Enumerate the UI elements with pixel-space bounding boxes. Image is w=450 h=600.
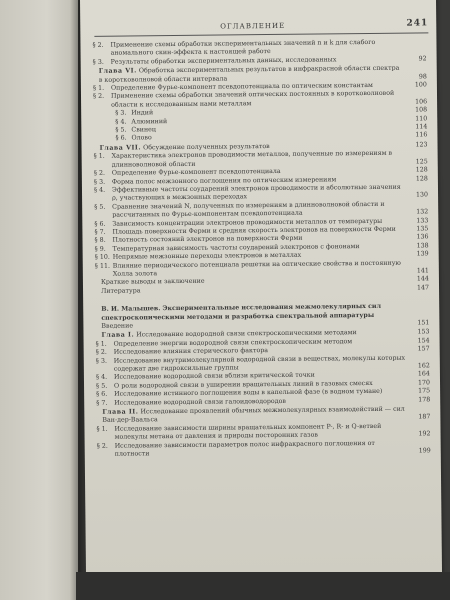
entry-page-number: 98 [418,72,427,81]
entry-page-number: 154 [417,337,430,345]
entry-page-number: 187 [418,413,431,421]
entry-title: Исследование зависимости параметров полос инфракрасного поглощения от плотности [114,439,375,458]
entry-page-number: 138 [416,242,429,250]
section-mark: § 3. [95,357,107,365]
entry-page-number: 92 [418,55,427,63]
author-name: В. И. Малышев. [101,305,161,313]
entry-page-number: 151 [417,319,430,327]
entry-title: Олово [131,134,152,142]
entry-title: Непрямые межзонные переходы электронов в металлах [112,251,302,261]
section-mark: § 2. [95,348,107,357]
entry-title: О роли водородной связи в уширении вращательных линий в газовых смесях [114,379,373,390]
entry-title: Краткие выводы и заключение [100,278,205,287]
section-mark: § 1. [92,84,105,92]
section-mark: § 7. [96,399,108,407]
entry-title: Обсуждение полученных результатов [143,142,270,152]
section-mark: § 1. [93,153,105,161]
section-mark: § 11. [94,262,110,270]
section-mark: § 2. [96,442,108,450]
entry-title: Сравнение значений N, полученных по измерениям в длинноволновой области и рассчитанных по Фурье-компонентам псевдопотенциала [112,200,385,219]
chapter-label: Глава VI. [98,67,137,76]
section-mark: § 4. [93,186,106,194]
section-mark: § 6. [94,220,106,228]
entry-page-number: 170 [417,379,431,387]
entry-page-number: 157 [417,345,430,353]
entry-title: Литература [101,287,141,295]
entry-title: Обработка экспериментальных результатов в инфракрасной области спектра в коротковолновой области интервала [98,64,400,84]
entry-page-number: 128 [415,174,428,182]
section-mark: § 1. [96,425,108,433]
entry-title: Применение схемы обработки экспериментальных значений n и k для слабого аномального скин-эффекта к настоящей работе [110,38,376,58]
entry-title: Свинец [131,126,156,134]
page-number: 241 [406,18,429,29]
entry-title: Исследование внутримолекулярной водородной связи в веществах, молекулы которых содержат две гидроксильные группы [113,354,406,373]
entry-title: Исследование водородной связи спектроскопическими методами [136,329,357,339]
entry-title: Определение Фурье-компонент псевдопотенциала по оптическим константам [110,81,373,92]
entry-title: Экспериментальные исследования межмолекулярных сил спектроскопическими методами и разработка спектральной аппаратуры [101,303,382,322]
entry-title: Исследование водородной связи вблизи критической точки [113,371,315,382]
entry-title: Индий [131,109,154,117]
section-mark: § 4. [95,374,108,382]
entry-page-number: 110 [415,115,428,123]
entry-title: Плотность состояний электронов на поверхности Ферми [112,235,303,245]
section-mark: § 3. [93,178,106,186]
entry-page-number: 100 [414,81,427,89]
entry-title: Исследование проявлений обычных межмолекулярных взаимодействий — сил Ван-дер-Ваальса [102,405,405,425]
section-mark: § 4. [115,118,127,126]
entry-page-number: 125 [415,158,428,166]
section-mark: § 2. [92,93,105,101]
entry-title: Температурная зависимость частоты соударений электронов с фононами [112,242,360,253]
entry-page-number: 135 [416,225,429,233]
entry-page-number: 178 [418,396,431,404]
entry-page-number: 136 [416,233,429,241]
left-page [0,0,78,600]
entry-title: Исследование водородной связи галоидоводородов [114,397,286,407]
entry-title: Результаты обработки экспериментальных данных, исследованных [110,56,337,66]
entry-page-number: 133 [416,216,429,225]
section-mark: § 8. [94,237,106,245]
section-mark: § 5. [94,203,106,211]
entry-title: Алюминий [131,117,168,126]
entry-page-number: 192 [418,430,431,438]
section-mark: § 3. [92,58,104,66]
table-surface [76,572,450,600]
entry-page-number: 139 [416,250,429,258]
entry-title: Эффективные частоты соударений электронов проводимости и абсолютные значения ρ, участвующих в межзонных переходах [111,183,401,202]
entry-page-number: 128 [415,166,428,174]
section-mark: § 3. [115,109,127,117]
entry-page-number: 164 [417,370,430,378]
entry-page-number: 141 [416,267,429,275]
section-mark: § 1. [95,340,107,348]
entry-page-number: 130 [415,191,429,199]
entry-title: Влияние периодического потенциала решетки на оптические свойства и постоянную Холла золота [112,259,401,278]
page-title: ОГЛАВЛЕНИЕ [220,21,286,31]
section-mark: § 10. [94,253,110,262]
section-mark: § 2. [93,169,106,177]
entry-title: Применение схемы обработки значений оптических постоянных в коротковолновой области к исследованным нами металлам [110,90,395,109]
entry-page-number: 199 [418,447,431,455]
section-mark: § 2. [92,41,104,49]
entry-page-number: 108 [415,106,428,114]
section-mark: § 9. [94,245,106,253]
chapter-label: Глава II. [102,408,139,416]
entry-page-number: 162 [417,362,430,370]
entry-page-number: 114 [415,123,428,131]
entry-title: Зависимость концентрации электронов проводимости металлов от температуры [112,217,383,228]
entry-title: Характеристика электронов проводимости металлов, полученные по измерениям в длинноволновой области [111,150,393,169]
entry-title: Определение энергии водородной связи спектроскопическим методом [113,337,353,348]
book-page [80,0,442,578]
section-mark: § 5. [96,382,108,390]
entry-title: Площадь поверхности Ферми и средняя скорость электронов на поверхности Ферми [112,225,396,236]
entry-page-number: 132 [416,208,429,216]
chapter-label: Глава I. [101,331,135,340]
section-mark: § 7. [94,228,106,236]
entry-page-number: 147 [416,284,430,292]
entry-page-number: 175 [418,387,431,395]
chapter-label: Глава VII. [99,144,142,152]
entry-title: Исследование истинного поглощения воды в капельной фазе (в водном тумане) [114,388,383,398]
entry-title: Исследование влияния стерического фактора [113,347,269,356]
entry-page-number: 116 [415,131,428,139]
entry-title: Введение [101,322,134,330]
section-mark: § 6. [115,134,127,143]
section-mark: § 6. [96,390,108,399]
section-mark: § 5. [115,126,127,134]
entry-page-number: 106 [415,98,428,106]
entry-title: Исследование зависимости ширины вращательных компонент P-, R- и Q-ветвей молекулы метана от давления и природы посторонних газов [114,422,382,441]
entry-page-number: 123 [415,141,428,149]
toc-entry [95,439,433,459]
table-of-contents [90,38,432,459]
entry-page-number: 144 [416,275,429,283]
entry-title: Определение Фурье-компонент псевдопотенциала [111,168,281,177]
entry-page-number: 153 [417,328,430,336]
entry-title: Форма полос межзонного поглощения по оптическим измерениям [111,175,337,186]
